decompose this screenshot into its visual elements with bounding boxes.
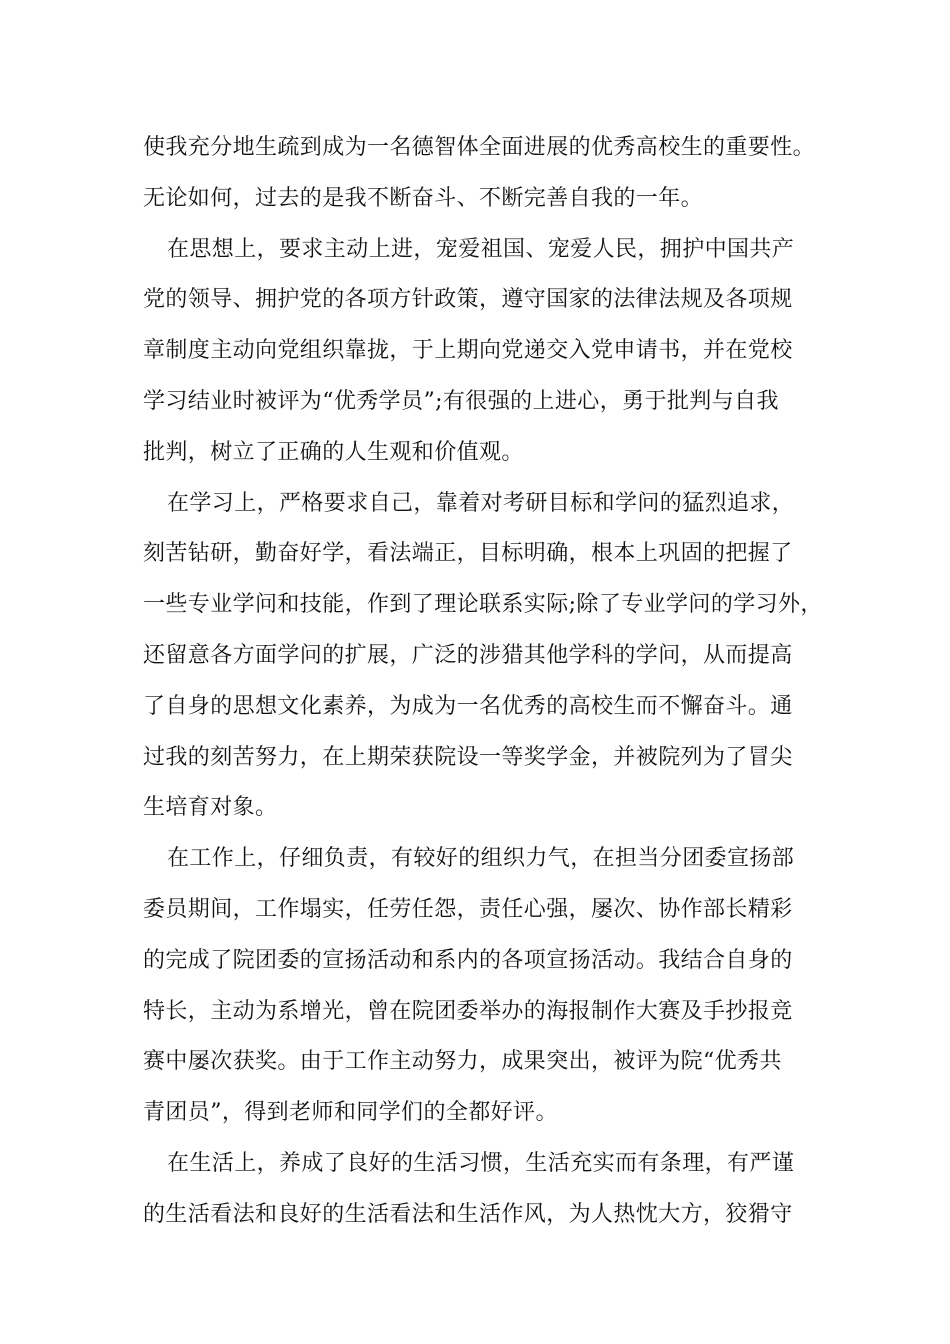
text-line: 过我的刻苦努力，在上期荣获院设一等奖学金，并被院列为了冒尖 xyxy=(143,744,793,770)
text-line: 使我充分地生疏到成为一名德智体全面进展的优秀高校生的重要性。 xyxy=(143,135,816,160)
paragraph-first-line: 在生活上，养成了良好的生活习惯，生活充实而有条理，有严谨 xyxy=(167,1150,795,1176)
text-line: 批判，树立了正确的人生观和价值观。 xyxy=(143,439,524,465)
text-line: 生培育对象。 xyxy=(143,795,278,821)
text-line: 党的领导、拥护党的各项方针政策，遵守国家的法律法规及各项规 xyxy=(143,287,793,313)
text-line: 委员期间，工作塌实，任劳任怨，责任心强，屡次、协作部长精彩 xyxy=(143,896,793,922)
text-line: 赛中屡次获奖。由于工作主动努力，成果突出，被评为院“优秀共 xyxy=(143,1049,782,1075)
paragraph-first-line: 在思想上，要求主动上进，宠爱祖国、宠爱人民，拥护中国共产 xyxy=(167,236,795,262)
text-line: 的完成了院团委的宣扬活动和系内的各项宣扬活动。我结合自身的 xyxy=(143,947,793,973)
text-line: 学习结业时被评为“优秀学员”;有很强的上进心，勇于批判与自我 xyxy=(143,388,779,414)
text-line: 还留意各方面学问的扩展，广泛的涉猎其他学科的学问，从而提高 xyxy=(143,642,793,668)
text-line: 章制度主动向党组织靠拢，于上期向党递交入党申请书，并在党校 xyxy=(143,338,793,364)
text-line: 特长，主动为系增光，曾在院团委举办的海报制作大赛及手抄报竞 xyxy=(143,998,793,1024)
paragraph-first-line: 在工作上，仔细负责，有较好的组织力气，在担当分团委宣扬部 xyxy=(167,846,795,872)
text-line: 一些专业学问和技能，作到了理论联系实际;除了专业学问的学习外， xyxy=(143,592,823,618)
text-line: 了自身的思想文化素养，为成为一名优秀的高校生而不懈奋斗。通 xyxy=(143,693,793,719)
text-line: 的生活看法和良好的生活看法和生活作风，为人热忱大方，狡猾守 xyxy=(143,1201,793,1227)
text-line: 刻苦钻研，勤奋好学，看法端正，目标明确，根本上巩固的把握了 xyxy=(143,541,793,567)
text-line: 青团员”，得到老师和同学们的全都好评。 xyxy=(143,1100,558,1126)
document-body xyxy=(143,131,833,1249)
paragraph-first-line: 在学习上，严格要求自己，靠着对考研目标和学问的猛烈追求， xyxy=(167,490,795,516)
text-line: 无论如何，过去的是我不断奋斗、不断完善自我的一年。 xyxy=(143,185,704,211)
